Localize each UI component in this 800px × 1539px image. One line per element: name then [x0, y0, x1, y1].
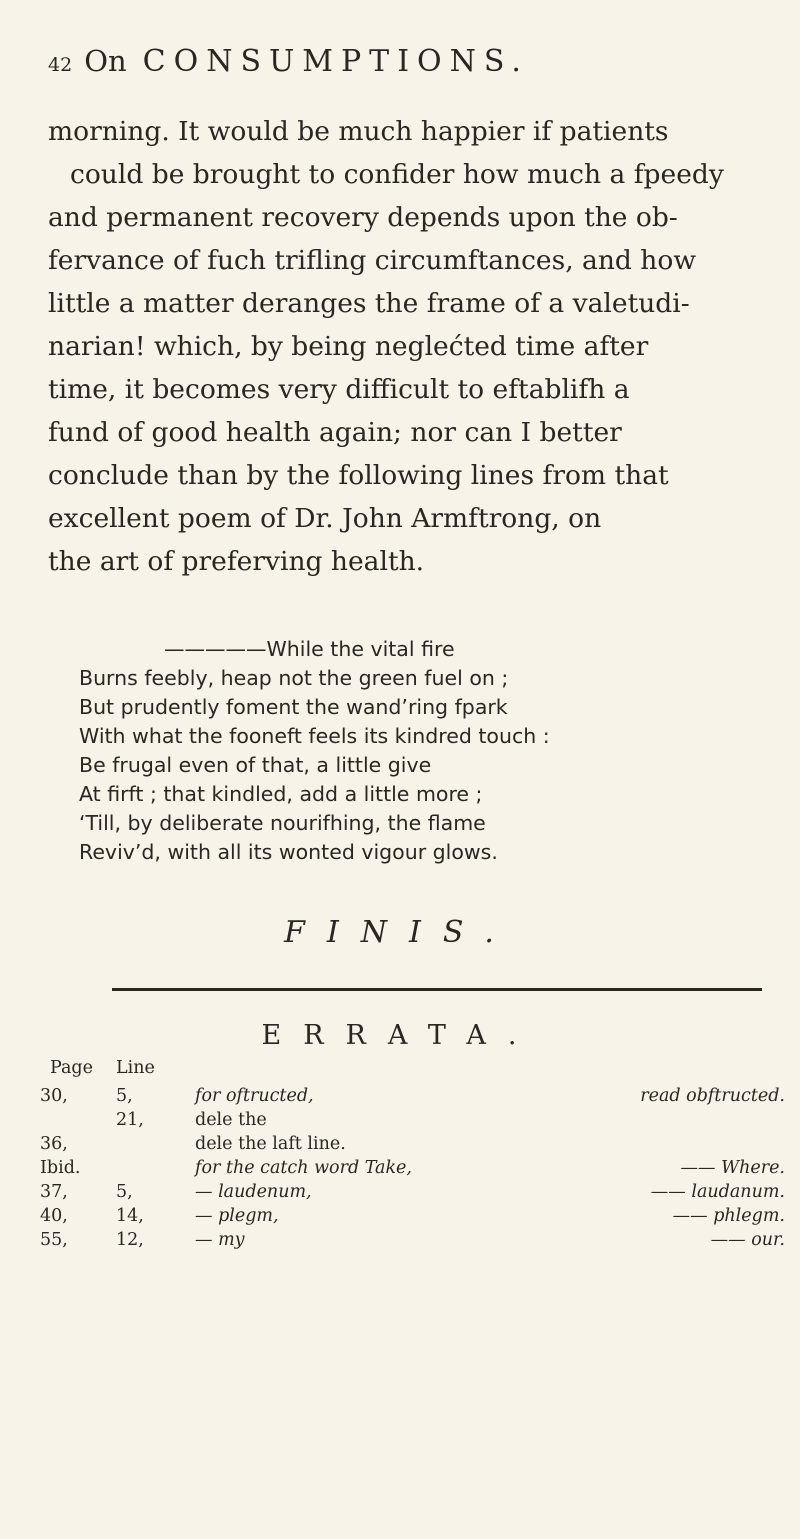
running-header — [48, 44, 529, 84]
poem-line: With what the fooneft feels its kindred touch : — [79, 724, 550, 748]
errata-page: Ibid. — [40, 1158, 81, 1178]
body-line: could be brought to confider how much a fpeedy — [70, 159, 724, 190]
page-number: 42 — [48, 54, 73, 76]
body-line: fervance of fuch trifling circumftances, and how — [48, 245, 697, 276]
errata-text: for oftructed, — [195, 1086, 314, 1106]
errata-row — [40, 1158, 785, 1184]
body-line: and permanent recovery depends upon the ob- — [48, 202, 678, 233]
errata-line: 5, — [116, 1086, 133, 1106]
poem-line: But prudently foment the wand’ring fpark — [79, 695, 508, 719]
errata-row — [40, 1182, 785, 1208]
errata-line: 12, — [116, 1230, 144, 1250]
poem-line: At firft ; that kindled, add a little more ; — [79, 782, 483, 806]
errata-read: —— Where. — [680, 1158, 785, 1178]
errata-read: —— laudanum. — [650, 1182, 785, 1202]
errata-text: dele the — [195, 1110, 267, 1130]
errata-line: 5, — [116, 1182, 133, 1202]
header-word-on: On — [84, 44, 127, 78]
errata-line: 21, — [116, 1110, 144, 1130]
errata-header-page: Page — [50, 1058, 93, 1078]
errata-page: 40, — [40, 1206, 68, 1226]
errata-text: — laudenum, — [195, 1182, 312, 1202]
errata-header-line: Line — [116, 1058, 155, 1078]
body-line: the art of preferving health. — [48, 546, 425, 577]
body-line: conclude than by the following lines from that — [48, 460, 669, 491]
body-line: time, it becomes very difficult to eftablifh a — [48, 374, 630, 405]
body-line: morning. It would be much happier if patients — [48, 116, 669, 147]
errata-read: —— our. — [710, 1230, 785, 1250]
poem-quotation — [52, 635, 772, 867]
errata-read: —— phlegm. — [672, 1206, 785, 1226]
errata-text: — plegm, — [195, 1206, 279, 1226]
errata-row — [40, 1230, 785, 1256]
errata-page: 37, — [40, 1182, 68, 1202]
poem-line: —————While the vital fire — [164, 637, 455, 661]
body-line: little a matter deranges the frame of a valetudi- — [48, 288, 690, 319]
header-title: CONSUMPTIONS. — [142, 44, 529, 79]
horizontal-rule — [112, 988, 762, 991]
errata-line: 14, — [116, 1206, 144, 1226]
errata-title: ERRATA. — [261, 1020, 539, 1051]
poem-line: Be frugal even of that, a little give — [79, 753, 432, 777]
errata-row — [40, 1110, 780, 1136]
poem-line: ‘Till, by deliberate nourifhing, the flame — [79, 811, 486, 835]
poem-line: Burns feebly, heap not the green fuel on ; — [79, 666, 509, 690]
finis-heading: FINIS. — [284, 915, 516, 950]
errata-page: 55, — [40, 1230, 68, 1250]
errata-page: 36, — [40, 1134, 68, 1154]
errata-page: 30, — [40, 1086, 68, 1106]
errata-row — [40, 1086, 785, 1112]
errata-text: — my — [195, 1230, 245, 1250]
errata-read: read obftructed. — [640, 1086, 785, 1106]
errata-text: dele the laft line. — [195, 1134, 346, 1154]
poem-line: Reviv’d, with all its wonted vigour glows. — [79, 840, 498, 864]
errata-row — [40, 1206, 785, 1232]
errata-row — [40, 1134, 780, 1160]
errata-text: for the catch word Take, — [195, 1158, 412, 1178]
body-paragraph — [48, 110, 780, 583]
body-line: fund of good health again; nor can I better — [48, 417, 622, 448]
body-line: excellent poem of Dr. John Armftrong, on — [48, 503, 602, 534]
body-line: narian! which, by being neglećted time after — [48, 331, 649, 362]
